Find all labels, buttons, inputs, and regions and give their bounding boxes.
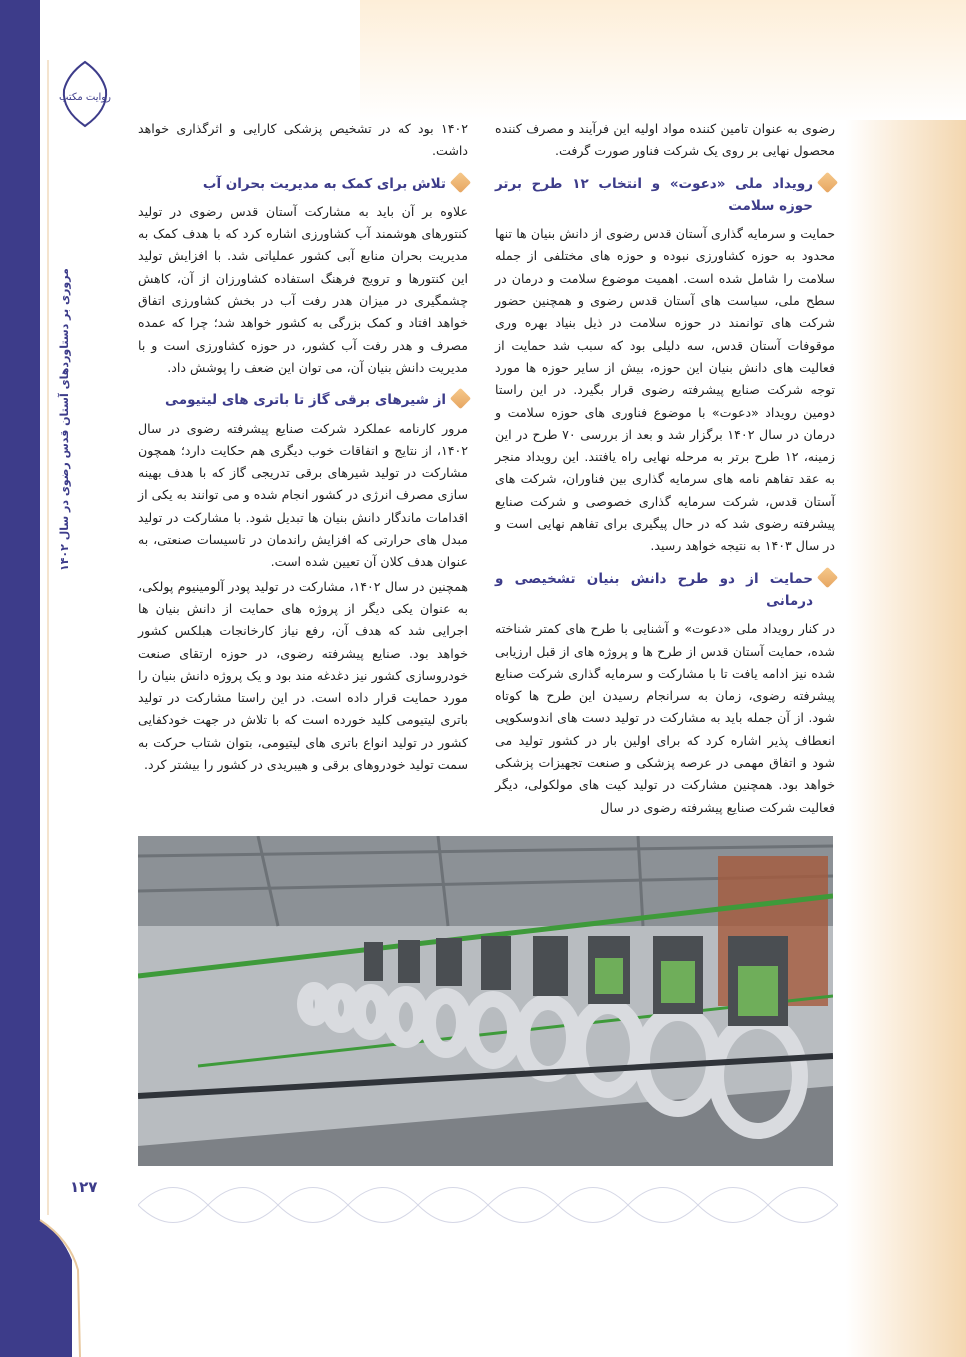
section-heading-text: از شیرهای برقی گاز تا باتری های لیتیومی [165,392,446,409]
section-heading-text: تلاش برای کمک به مدیریت بحران آب [202,175,446,192]
section-body-diagnostic: در کنار رویداد ملی «دعوت» و آشنایی با طرح های کمتر شناخته شده، حمایت آستان قدس از طرح ها و پروژه های از قبل ارزیابی شده نیز ادامه یافت تا با مشارکت و سرمایه گذاری شرکت صنایع پیشرفته رضوی، زمان به سرانجام رسیدن این طرح ها کوتاه شود. از آن جمله باید به مشارکت در تولید دست های اندوسکوپی انعطاف پذیر اشاره کرد که برای اولین بار در کشور تولید می شود و اتفاق مهمی در عرصه پزشکی و صنعت تجهیزات پزشکی خواهد بود. همچنین مشارکت در تولید کیت های مولکولی، دیگر فعالیت شرکت صنایع پیشرفته رضوی در سال [495,621,835,815]
factory-photo-illustration [138,836,833,1166]
section-heading-diagnostic [495,568,835,613]
diamond-bullet-icon [817,171,838,192]
diamond-bullet-icon [817,567,838,588]
right-column [495,118,835,821]
right-intro-paragraph: رضوی به عنوان تامین کننده مواد اولیه این فرآیند و مصرف کننده محصول نهایی بر روی یک شرکت فناور صورت گرفت. [495,121,835,159]
section-heading-text: حمایت از دو طرح دانش بنیان تشخیصی و درمانی [495,570,813,609]
orange-top-gradient [360,0,966,120]
left-decorative-bar [0,0,98,1357]
section-body-water: علاوه بر آن باید به مشارکت آستان قدس رضوی در تولید کنتورهای هوشمند آب کشاورزی اشاره کرد که با هدف کمک به مدیریت بحران منابع آبی کشور عملیاتی شد. با افزایش تولید این کنتورها و ترویج فرهنگ استفاده کشاورزان از آن، کاهش چشمگیری در میزان هدر رفت آب در بخش کشاورزی اتفاق خواهد افتاد و کمک بزرگی به کشور خواهد شد؛ چرا که عمده مصرف و هدر رفت آب کشور، در حوزه کشاورزی است و با مدیریت دانش بنیان آن، می توان این ضعف را پوشش داد. [138,203,468,375]
section-heading-gas-battery [138,389,468,411]
section-body-battery: همچنین در سال ۱۴۰۲، مشارکت در تولید پودر آلومینیوم پولکی، به عنوان یکی دیگر از پروژه های حمایت از دانش بنیان ها اجرایی شد که هدف آن، رفع نیاز کارخانجات هبلکس کشور خواهد بود. صنایع پیشرفته رضوی، در حوزه ارتقای صنعت خودروسازی کشور نیز دغدغه مند بود و یک پروژه دانش بنیان را مورد حمایت قرار داده است. در این راستا مشارکت در تولید باتری لیتیومی کلید خورده است که با تلاش در جهت خودکفایی کشور در تولید انواع باتری های لیتیومی، بتوان شتاب حرکت به سمت تولید خودروهای برقی و هیبریدی در کشور را بیشتر کرد. [138,578,468,773]
factory-photo [138,836,833,1166]
magazine-logo [58,60,112,130]
decorative-pattern [138,1170,838,1240]
diamond-bullet-icon [450,171,471,192]
left-column [138,118,468,778]
section-heading-text: رویداد ملی «دعوت» و انتخاب ۱۲ طرح برتر حوزه سلامت [495,175,813,214]
section-heading-water [138,173,468,195]
left-intro-paragraph: ۱۴۰۲ بود که در تشخیص پزشکی کارایی و اثرگذاری خواهد داشت. [138,121,468,159]
page-number: ۱۲۷ [70,1178,98,1196]
section-body-gas-valves: مرور کارنامه عملکرد شرکت صنایع پیشرفته رضوی در سال ۱۴۰۲، از نتایج و اتفاقات خوب دیگری هم حکایت دارد؛ همچون مشارکت در تولید شیرهای برقی تدریجی گاز که با هدف بهینه سازی مصرف انرژی در کشور انجام شده و می توانند به یکی از اقدامات ماندگار دانش بنیان ها تبدیل شود. با مشارکت در تولید مبدل های حرارتی که افزایش راندمان در تاسیسات صنعتی، به عنوان هدف کلان آن تعیین شده است. [138,420,468,570]
section-heading-dawat [495,173,835,218]
diamond-bullet-icon [450,388,471,409]
logo-text: روایت مکتب [59,92,111,103]
vertical-page-title: مروری بر دستاوردهای آستان قدس رضوی در سال ۱۴۰۲ [58,268,71,572]
section-body-dawat: حمایت و سرمایه گذاری آستان قدس رضوی از دانش بنیان ها تنها محدود به حوزه کشاورزی نبوده و حوزه های مختلفی از جمله سلامت را شامل شده است. اهمیت موضوع سلامت و درمان در سطح ملی، سیاست های آستان قدس رضوی و همچنین حضور شرکت های توانمند در حوزه سلامت در ذیل بنیاد بهره وری موقوفات آستان قدس، سه دلیلی بود که سبب شد حمایت از فعالیت های دانش بنیان این حوزه، بیش از سایر حوزه ها مورد توجه شرکت صنایع پیشرفته رضوی قرار بگیرد. در این راستا دومین رویداد «دعوت» با موضوع فناوری های حوزه سلامت و درمان در سال ۱۴۰۲ برگزار شد و بعد از بررسی ۷۰ طرح در این زمینه، ۱۲ طرح برتر به مرحله نهایی راه یافتند. این رویداد منجر به عقد تفاهم نامه های سرمایه گذاری بین فناوران، شرکت های آستان قدس، شرکت سرمایه گذاری خصوصی و شرکت صنایع پیشرفته رضوی شد که در حال پیگیری برای تفاهم نهایی است و در سال ۱۴۰۳ به نتیجه خواهد رسید. [495,226,835,554]
orange-side-band [846,0,966,1357]
